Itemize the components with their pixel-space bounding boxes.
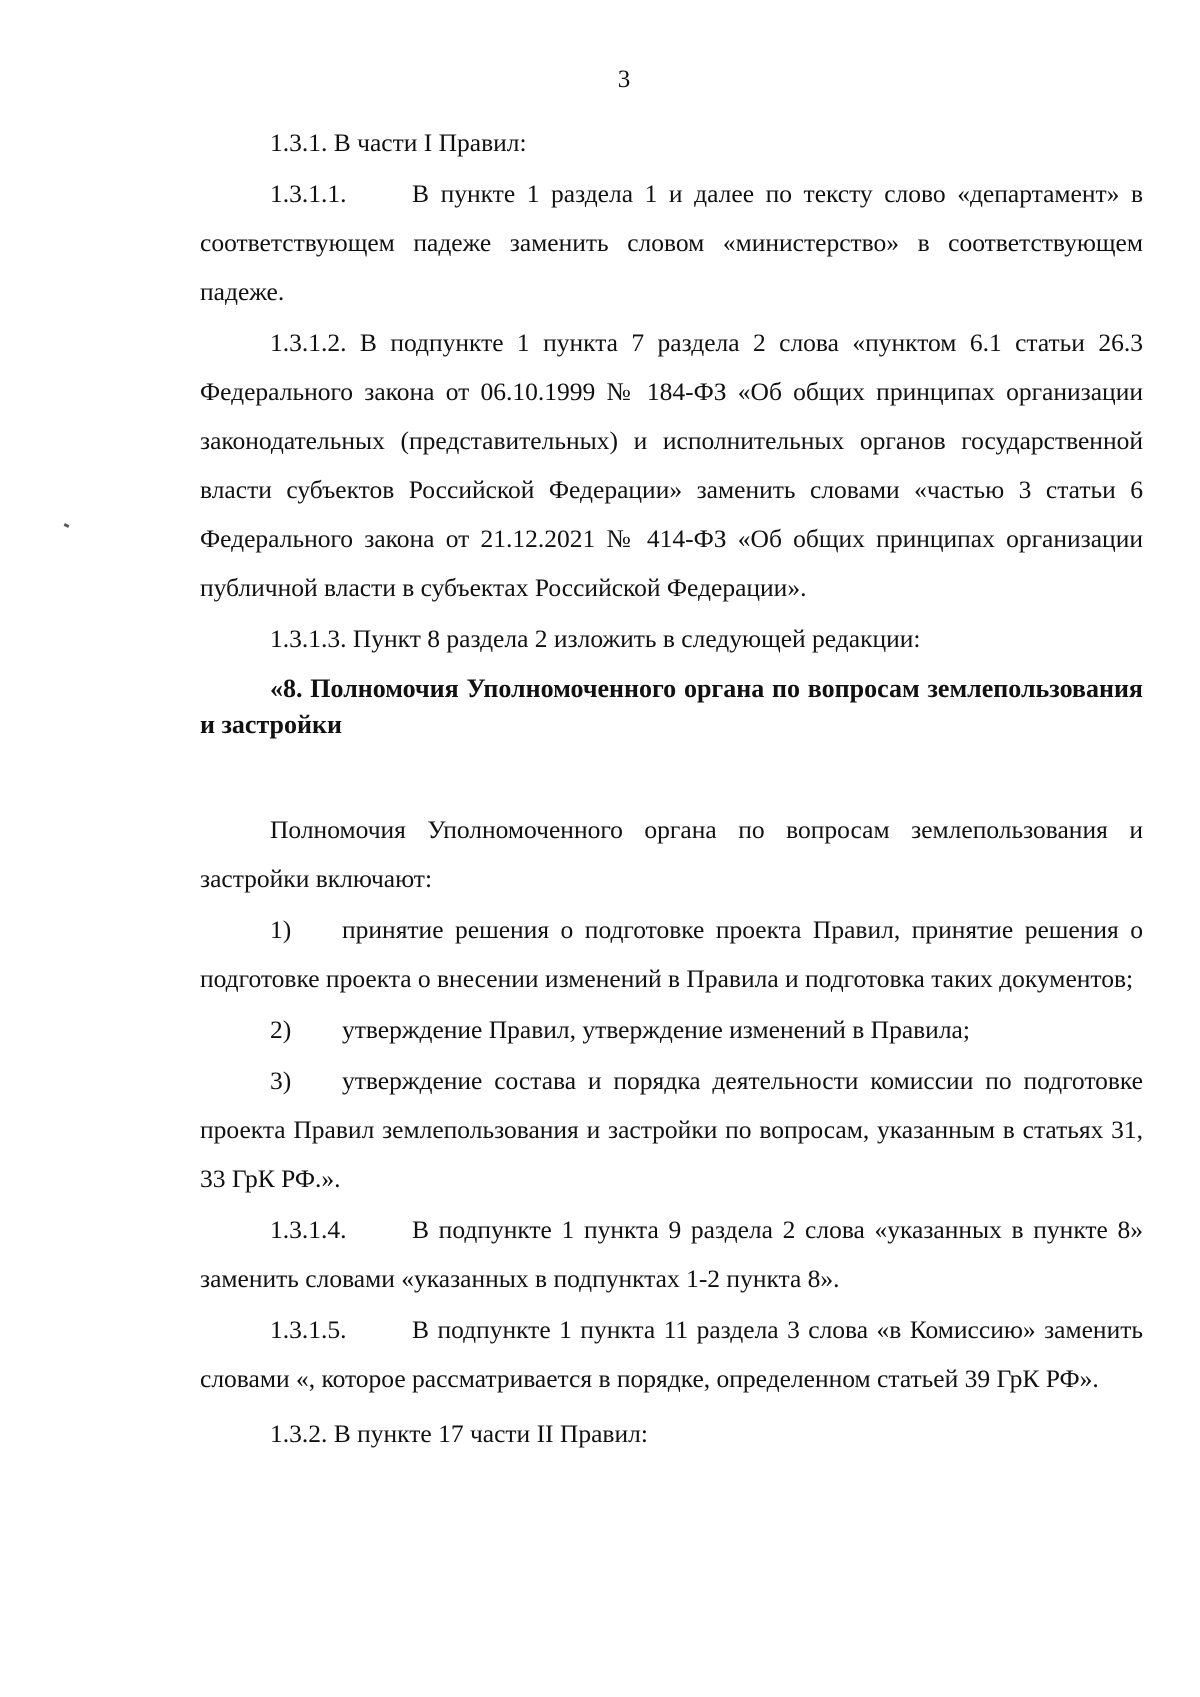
- paragraph-text: В пункте 1 раздела 1 и далее по тексту слово «департамент» в соответствующем падеже заменить словом «министерство» в соответствующем падеже.: [200, 179, 1143, 306]
- list-item-text: утверждение Правил, утверждение изменений в Правила;: [342, 1015, 970, 1044]
- list-item-text: принятие решения о подготовке проекта Правил, принятие решения о подготовке проекта о внесении изменений в Правила и подготовка таких документов;: [200, 915, 1143, 993]
- paragraph-number: 1.3.1.1.: [270, 179, 347, 208]
- list-item-3: [200, 1056, 1143, 1203]
- list-item-number: 1): [270, 915, 292, 944]
- list-item-text: утверждение состава и порядка деятельности комиссии по подготовке проекта Правил землепользования и застройки по вопросам, указанным в статьях 31, 33 ГрК РФ.».: [200, 1066, 1143, 1193]
- section-heading: «8. Полномочия Уполномоченного органа по вопросам землепользования и застройки: [200, 674, 1143, 739]
- paragraph-1-3-1-5: [200, 1305, 1143, 1403]
- document-body: [200, 118, 1143, 1458]
- paragraph-1-3-1-3: 1.3.1.3. Пункт 8 раздела 2 изложить в следующей редакции:: [270, 624, 921, 653]
- paragraph-number: 1.3.1.4.: [270, 1215, 347, 1244]
- paragraph-number: 1.3.1.5.: [270, 1315, 347, 1344]
- paragraph-text: В подпункте 1 пункта 11 раздела 3 слова «в Комиссию» заменить словами «, которое рассматривается в порядке, определенном статьей 39 ГрК РФ».: [200, 1315, 1143, 1393]
- list-item-2: [200, 1005, 1143, 1054]
- scan-speck: [64, 523, 70, 528]
- paragraph-text: В подпункте 1 пункта 9 раздела 2 слова «указанных в пункте 8» заменить словами «указанных в подпунктах 1-2 пункта 8».: [200, 1215, 1143, 1293]
- list-item-1: [200, 905, 1143, 1003]
- paragraph-1-3-1-1: [200, 169, 1143, 316]
- paragraph-1-3-2: 1.3.2. В пункте 17 части II Правил:: [270, 1419, 648, 1448]
- paragraph-1-3-1-2: 1.3.1.2. В подпункте 1 пункта 7 раздела 2 слова «пунктом 6.1 статьи 26.3 Федерального закона от 06.10.1999 № 184-ФЗ «Об общих принципах организации законодательных (представительных) и исполнительных органов государственной власти субъектов Российской Федерации» заменить словами «частью 3 статьи 6 Федерального закона от 21.12.2021 № 414-ФЗ «Об общих принципах организации публичной власти в субъектах Российской Федерации».: [200, 328, 1143, 602]
- list-item-number: 3): [270, 1066, 292, 1095]
- list-item-number: 2): [270, 1015, 292, 1044]
- paragraph-powers-intro: Полномочия Уполномоченного органа по вопросам землепользования и застройки включают:: [200, 815, 1143, 893]
- page-number: 3: [617, 66, 631, 93]
- paragraph-1-3-1-4: [200, 1205, 1143, 1303]
- paragraph-1-3-1: 1.3.1. В части I Правил:: [270, 128, 527, 157]
